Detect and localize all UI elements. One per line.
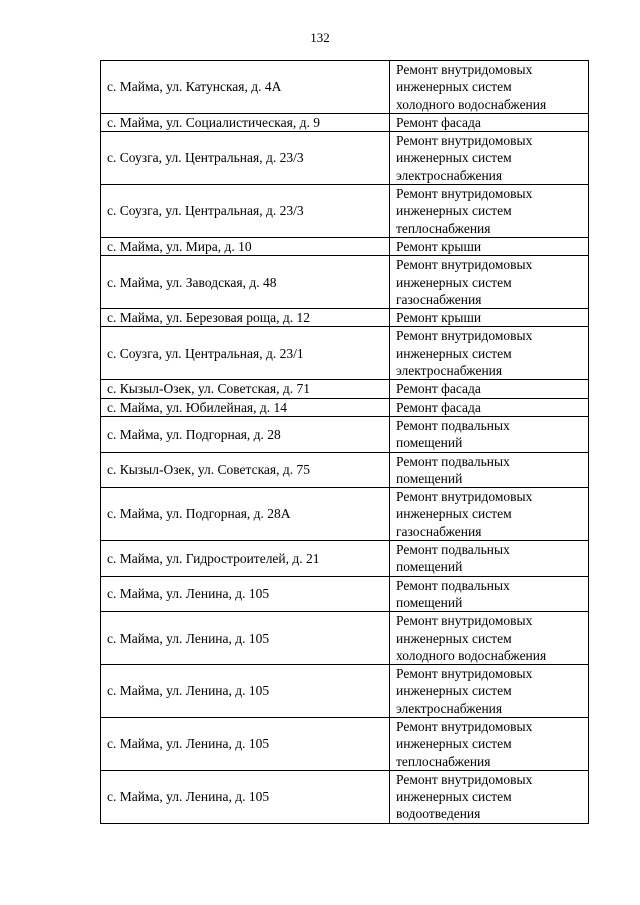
work-type-line: Ремонт внутридомовых bbox=[396, 489, 533, 505]
table-row bbox=[101, 237, 589, 255]
work-type-line: газоснабжения bbox=[396, 291, 482, 307]
work-type-line: холодного водоснабжения bbox=[396, 96, 547, 112]
address-cell bbox=[101, 237, 390, 255]
work-type-cell bbox=[390, 612, 589, 665]
work-type-line: Ремонт подвальных bbox=[396, 542, 510, 558]
work-type-line: Ремонт подвальных bbox=[396, 417, 510, 433]
work-type-line: инженерных систем bbox=[396, 789, 512, 805]
work-type-cell bbox=[390, 61, 589, 114]
address-cell bbox=[101, 398, 390, 416]
work-type-line: Ремонт внутридомовых bbox=[396, 133, 533, 149]
work-type-line: Ремонт внутридомовых bbox=[396, 62, 533, 77]
work-type-cell bbox=[390, 380, 589, 398]
work-type-line: помещений bbox=[396, 470, 463, 486]
address-cell bbox=[101, 416, 390, 452]
address-cell bbox=[101, 452, 390, 488]
address-cell bbox=[101, 61, 390, 114]
table-row bbox=[101, 327, 589, 380]
address-cell bbox=[101, 327, 390, 380]
work-type-cell bbox=[390, 132, 589, 185]
table-row bbox=[101, 61, 589, 114]
address-cell bbox=[101, 132, 390, 185]
address-text: с. Майма, ул. Ленина, д. 105 bbox=[107, 586, 270, 602]
address-text: с. Майма, ул. Заводская, д. 48 bbox=[107, 274, 277, 290]
table-row bbox=[101, 452, 589, 488]
work-type-line: Ремонт внутридомовых bbox=[396, 771, 533, 787]
address-cell bbox=[101, 488, 390, 541]
works-table-body bbox=[101, 61, 589, 824]
work-type-cell bbox=[390, 185, 589, 238]
address-text: с. Соузга, ул. Центральная, д. 23/1 bbox=[107, 345, 304, 361]
work-type-cell bbox=[390, 576, 589, 612]
work-type-line: инженерных систем bbox=[396, 630, 512, 646]
address-cell bbox=[101, 665, 390, 718]
address-cell bbox=[101, 541, 390, 577]
work-type-line: инженерных систем bbox=[396, 274, 512, 290]
work-type-line: Ремонт внутридомовых bbox=[396, 257, 533, 273]
table-row bbox=[101, 398, 589, 416]
address-text: с. Майма, ул. Гидростроителей, д. 21 bbox=[107, 550, 320, 566]
work-type-line: инженерных систем bbox=[396, 736, 512, 752]
address-cell bbox=[101, 380, 390, 398]
table-row bbox=[101, 309, 589, 327]
work-type-cell bbox=[390, 237, 589, 255]
work-type-line: Ремонт фасада bbox=[396, 114, 481, 130]
address-cell bbox=[101, 717, 390, 770]
work-type-line: Ремонт крыши bbox=[396, 310, 482, 326]
address-text: с. Соузга, ул. Центральная, д. 23/3 bbox=[107, 203, 304, 219]
work-type-line: Ремонт фасада bbox=[396, 381, 481, 397]
work-type-line: Ремонт внутридомовых bbox=[396, 613, 533, 629]
work-type-cell bbox=[390, 452, 589, 488]
address-text: с. Майма, ул. Ленина, д. 105 bbox=[107, 789, 270, 805]
work-type-line: водоотведения bbox=[396, 806, 481, 822]
work-type-line: газоснабжения bbox=[396, 523, 482, 539]
page-number: 132 bbox=[310, 30, 330, 45]
work-type-line: Ремонт подвальных bbox=[396, 577, 510, 593]
work-type-cell bbox=[390, 327, 589, 380]
work-type-cell bbox=[390, 113, 589, 131]
work-type-cell bbox=[390, 488, 589, 541]
work-type-line: холодного водоснабжения bbox=[396, 647, 547, 663]
work-type-cell bbox=[390, 541, 589, 577]
table-row bbox=[101, 256, 589, 309]
work-type-line: помещений bbox=[396, 594, 463, 610]
address-text: с. Майма, ул. Юбилейная, д. 14 bbox=[107, 399, 288, 415]
work-type-line: Ремонт фасада bbox=[396, 399, 481, 415]
address-text: с. Майма, ул. Ленина, д. 105 bbox=[107, 630, 270, 646]
table-row bbox=[101, 416, 589, 452]
address-text: с. Майма, ул. Ленина, д. 105 bbox=[107, 683, 270, 699]
table-row bbox=[101, 380, 589, 398]
work-type-line: Ремонт внутридомовых bbox=[396, 328, 533, 344]
table-row bbox=[101, 132, 589, 185]
work-type-cell bbox=[390, 256, 589, 309]
address-text: с. Майма, ул. Ленина, д. 105 bbox=[107, 736, 270, 752]
work-type-cell bbox=[390, 309, 589, 327]
address-text: с. Соузга, ул. Центральная, д. 23/3 bbox=[107, 150, 304, 166]
work-type-line: электроснабжения bbox=[396, 700, 503, 716]
work-type-line: Ремонт внутридомовых bbox=[396, 666, 533, 682]
address-text: с. Майма, ул. Социалистическая, д. 9 bbox=[107, 114, 320, 130]
work-type-line: электроснабжения bbox=[396, 167, 503, 183]
address-text: с. Кызыл-Озек, ул. Советская, д. 71 bbox=[107, 381, 311, 397]
work-type-cell bbox=[390, 416, 589, 452]
address-cell bbox=[101, 113, 390, 131]
address-cell bbox=[101, 770, 390, 823]
address-text: с. Майма, ул. Подгорная, д. 28 bbox=[107, 426, 281, 442]
work-type-line: инженерных систем bbox=[396, 506, 512, 522]
address-text: с. Майма, ул. Подгорная, д. 28А bbox=[107, 506, 291, 522]
work-type-line: инженерных систем bbox=[396, 150, 512, 166]
work-type-line: Ремонт крыши bbox=[396, 238, 482, 254]
address-text: с. Кызыл-Озек, ул. Советская, д. 75 bbox=[107, 462, 311, 478]
address-text: с. Майма, ул. Березовая роща, д. 12 bbox=[107, 310, 310, 326]
address-cell bbox=[101, 185, 390, 238]
work-type-line: инженерных систем bbox=[396, 203, 512, 219]
work-type-line: помещений bbox=[396, 559, 463, 575]
address-cell bbox=[101, 256, 390, 309]
work-type-cell bbox=[390, 398, 589, 416]
work-type-line: инженерных систем bbox=[396, 79, 512, 95]
table-row bbox=[101, 665, 589, 718]
address-text: с. Майма, ул. Катунская, д. 4А bbox=[107, 79, 282, 95]
work-type-line: помещений bbox=[396, 435, 463, 451]
table-row bbox=[101, 113, 589, 131]
work-type-line: Ремонт внутридомовых bbox=[396, 186, 533, 202]
work-type-line: теплоснабжения bbox=[396, 753, 491, 769]
table-row bbox=[101, 541, 589, 577]
address-cell bbox=[101, 576, 390, 612]
table-row bbox=[101, 717, 589, 770]
work-type-cell bbox=[390, 717, 589, 770]
table-row bbox=[101, 488, 589, 541]
address-cell bbox=[101, 309, 390, 327]
work-type-line: Ремонт подвальных bbox=[396, 453, 510, 469]
table-row bbox=[101, 185, 589, 238]
work-type-line: инженерных систем bbox=[396, 683, 512, 699]
table-row bbox=[101, 612, 589, 665]
address-cell bbox=[101, 612, 390, 665]
work-type-line: инженерных систем bbox=[396, 345, 512, 361]
address-text: с. Майма, ул. Мира, д. 10 bbox=[107, 238, 252, 254]
works-table bbox=[100, 60, 589, 824]
work-type-line: теплоснабжения bbox=[396, 220, 491, 236]
table-row bbox=[101, 770, 589, 823]
work-type-cell bbox=[390, 665, 589, 718]
work-type-line: Ремонт внутридомовых bbox=[396, 718, 533, 734]
work-type-line: электроснабжения bbox=[396, 363, 503, 379]
table-row bbox=[101, 576, 589, 612]
work-type-cell bbox=[390, 770, 589, 823]
